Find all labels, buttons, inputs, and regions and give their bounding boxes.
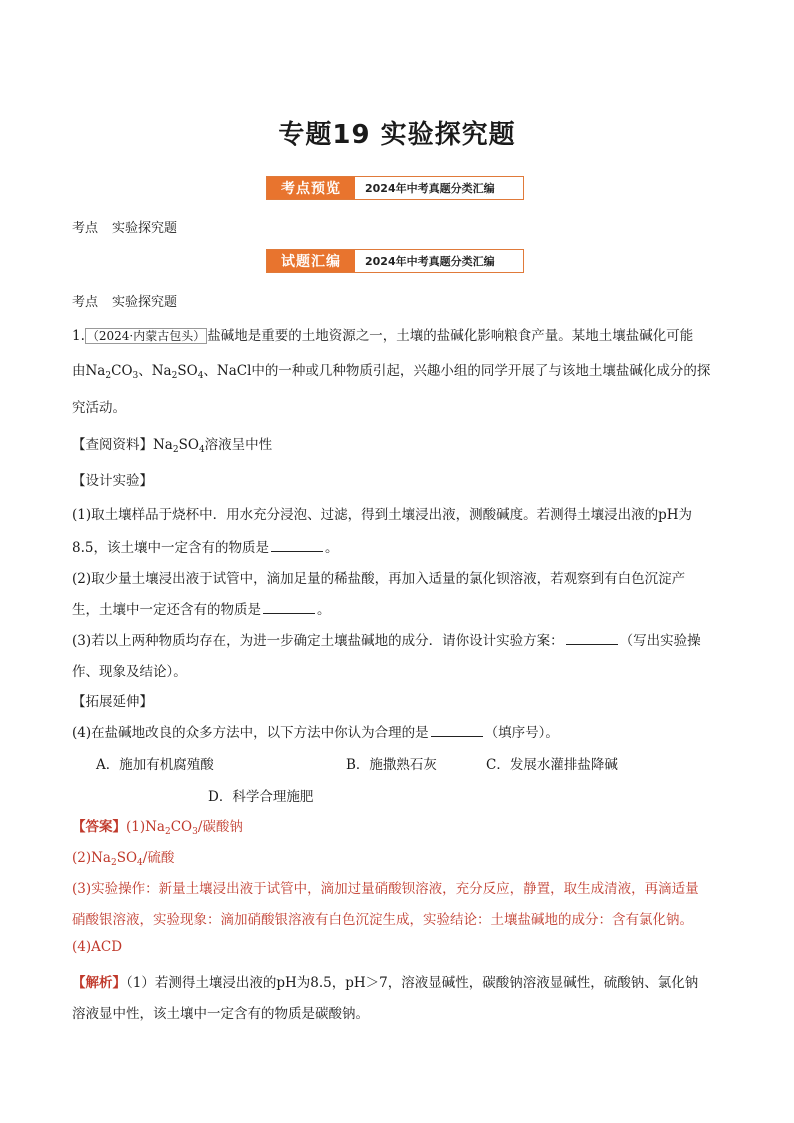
answer-line-4: 硝酸银溶液，实验现象：滴加硝酸银溶液有白色沉淀生成，实验结论：土壤盐碱地的成分：含有氯化钠。 [72, 912, 693, 928]
answer-blank[interactable] [263, 601, 315, 614]
answer-text: /硫酸 [142, 850, 175, 866]
subscript: 2 [172, 445, 179, 455]
subscript: 3 [132, 371, 139, 381]
question-stem-line-1 [72, 324, 693, 344]
stem-text: 由Na [72, 363, 106, 379]
step-text: 8.5，该土壤中一定含有的物质是 [72, 540, 269, 556]
stem-text: 盐碱地是重要的土地资源之一，土壤的盐碱化影响粮食产量。某地土壤盐碱化可能 [207, 328, 694, 344]
answer-text: (1)Na [126, 819, 165, 835]
step3-line-2: 作、现象及结论）。 [72, 664, 187, 680]
analysis-line-1 [72, 971, 698, 991]
step-text: （填序号）。 [484, 725, 559, 741]
banner-subtitle: 2024年中考真题分类汇编 [365, 182, 495, 195]
option-b[interactable]: B．施撒熟石灰 [346, 757, 437, 773]
answer-text: CO [170, 819, 193, 835]
kaodian-heading-1 [72, 217, 177, 236]
subscript: 2 [110, 858, 117, 868]
answer-line-1 [72, 815, 243, 837]
extension-heading: 【拓展延伸】 [72, 694, 153, 710]
design-heading: 【设计实验】 [72, 473, 153, 489]
answer-label: 【答案】 [72, 819, 126, 835]
kaodian-heading-2 [72, 291, 177, 310]
subscript: 4 [197, 371, 204, 381]
question-stem-line-2 [72, 359, 710, 381]
info-text: 【查阅资料】Na [72, 437, 173, 453]
analysis-line-2: 溶液显中性，该土壤中一定含有的物质是碳酸钠。 [72, 1006, 369, 1022]
step-text: （写出实验操 [619, 633, 701, 649]
banner-subtitle: 2024年中考真题分类汇编 [365, 255, 495, 268]
answer-text: (2)Na [72, 850, 111, 866]
answer-blank[interactable] [431, 724, 483, 737]
answer-blank[interactable] [566, 632, 618, 645]
answer-line-3: (3)实验操作：新量土壤浸出液于试管中，滴加过量硝酸钡溶液，充分反应，静置，取生成清液，再滴适量 [72, 881, 699, 897]
step-text: 。 [317, 602, 331, 618]
step1-line-2 [72, 536, 338, 556]
step-text: 。 [324, 540, 339, 556]
subscript: 4 [198, 445, 205, 455]
analysis-text: （1）若测得土壤浸出液的pH为8.5，pH＞7，溶液显碱性，碳酸钠溶液显碱性，硫酸钠、氯化钠 [126, 975, 699, 991]
step3-line-1 [72, 629, 701, 649]
stem-text: 、Na [138, 363, 172, 379]
option-c[interactable]: C．发展水灌排盐降碱 [486, 757, 618, 773]
step-text: (4)在盐碱地改良的众多方法中，以下方法中你认为合理的是 [72, 725, 429, 741]
step2-line-1: (2)取少量土壤浸出液于试管中，滴加足量的稀盐酸，再加入适量的氯化钡溶液，若观察到有白色沉淀产 [72, 571, 686, 587]
answer-text: /碳酸钠 [197, 819, 243, 835]
kaodian-name: 实验探究题 [112, 221, 178, 236]
stem-text: 、NaCl中的一种或几种物质引起，兴趣小组的同学开展了与该地土壤盐碱化成分的探 [203, 363, 711, 379]
option-a[interactable]: A．施加有机腐殖酸 [96, 757, 214, 773]
option-d[interactable]: D．科学合理施肥 [208, 789, 314, 805]
subscript: 2 [171, 371, 178, 381]
banner-tag: 考点预览 [267, 177, 355, 199]
subscript: 2 [164, 827, 171, 837]
info-line [72, 433, 272, 455]
step-text: 生，土壤中一定还含有的物质是 [72, 602, 261, 618]
answer-blank[interactable] [271, 539, 323, 552]
question-source: （2024·内蒙古包头） [86, 329, 206, 343]
page-title: 专题19 实验探究题 [278, 120, 516, 150]
answer-line-2 [72, 846, 174, 868]
stem-text: SO [177, 363, 198, 379]
stem-text: CO [111, 363, 133, 379]
subscript: 4 [137, 858, 143, 868]
step1-line-1: (1)取土壤样品于烧杯中．用水充分浸泡、过滤，得到土壤浸出液，测酸碱度。若测得土壤浸出液的pH为 [72, 507, 693, 523]
kaodian-label: 考点 [72, 295, 99, 310]
step-text: (3)若以上两种物质均存在，为进一步确定土壤盐碱地的成分．请你设计实验方案： [72, 633, 564, 649]
info-text: 溶液呈中性 [204, 437, 273, 453]
step4-line [72, 721, 559, 741]
exercise-banner [266, 249, 524, 273]
question-number: 1. [72, 328, 85, 344]
step2-line-2 [72, 598, 331, 618]
banner-tag: 试题汇编 [267, 250, 355, 272]
subscript: 3 [192, 827, 198, 837]
subscript: 2 [105, 371, 112, 381]
info-text: SO [178, 437, 199, 453]
kaodian-name: 实验探究题 [112, 295, 178, 310]
preview-banner [266, 176, 524, 200]
question-stem-line-3: 究活动。 [72, 400, 126, 416]
analysis-label: 【解析】 [72, 975, 126, 991]
kaodian-label: 考点 [72, 221, 99, 236]
answer-line-5: (4)ACD [72, 939, 123, 955]
answer-text: SO [116, 850, 138, 866]
